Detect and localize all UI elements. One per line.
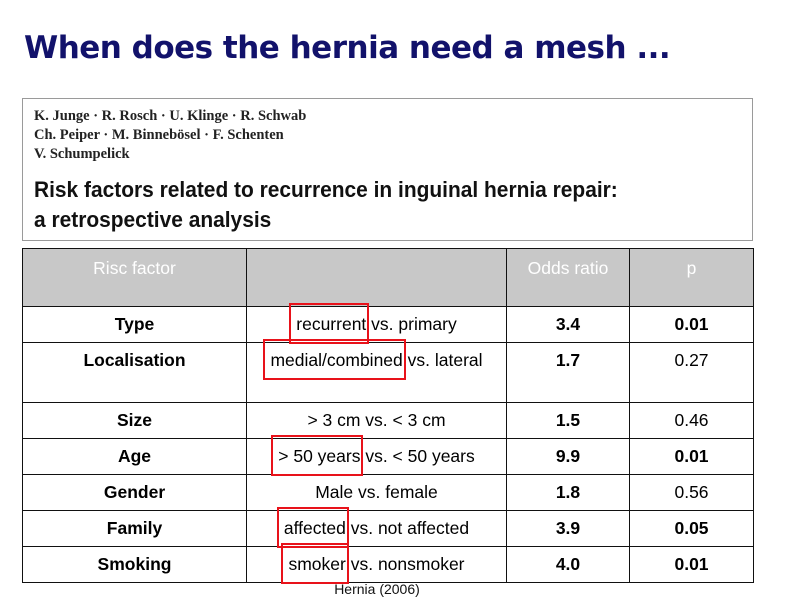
red-highlight-box: [289, 303, 369, 344]
risk-factor-table: [22, 248, 754, 583]
header-comparison: [247, 249, 507, 307]
red-highlight-box: [271, 435, 363, 476]
red-highlight-box: [277, 507, 349, 548]
table-row: [23, 475, 754, 511]
highlighted-term: recurrent: [296, 314, 366, 335]
odds-ratio-cell: 1.7: [507, 343, 630, 403]
p-value-cell: 0.01: [630, 547, 754, 583]
table-row: [23, 439, 754, 475]
slide-title: When does the hernia need a mesh ...: [24, 30, 671, 66]
author-line: V. Schumpelick: [34, 146, 130, 162]
header-odds-ratio: Odds ratio: [507, 249, 630, 307]
odds-ratio-cell: 9.9: [507, 439, 630, 475]
p-value-cell: 0.27: [630, 343, 754, 403]
risk-factor-cell: Gender: [23, 475, 247, 511]
comparison-cell: recurrent vs. primary: [247, 307, 507, 343]
risk-factor-cell: Smoking: [23, 547, 247, 583]
highlighted-term: medial/combined: [270, 350, 402, 371]
risk-factor-cell: Localisation: [23, 343, 247, 403]
source-caption: Hernia (2006): [334, 581, 420, 597]
odds-ratio-cell: 1.5: [507, 403, 630, 439]
table-header-row: [23, 249, 754, 307]
paper-title-line: Risk factors related to recurrence in inguinal hernia repair:: [34, 177, 618, 202]
comparison-cell: smoker vs. nonsmoker: [247, 547, 507, 583]
paper-title-line: a retrospective analysis: [34, 207, 272, 232]
comparison-cell: > 3 cm vs. < 3 cm: [247, 403, 507, 439]
risk-factor-cell: Type: [23, 307, 247, 343]
comparison-cell: > 50 years vs. < 50 years: [247, 439, 507, 475]
odds-ratio-cell: 4.0: [507, 547, 630, 583]
p-value-cell: 0.56: [630, 475, 754, 511]
odds-ratio-cell: 1.8: [507, 475, 630, 511]
odds-ratio-cell: 3.9: [507, 511, 630, 547]
author-line: K. Junge · R. Rosch · U. Klinge · R. Schwab: [34, 108, 307, 124]
table-row: [23, 547, 754, 583]
comparison-cell: medial/combined vs. lateral: [247, 343, 507, 403]
paper-title: [34, 175, 618, 235]
table-row: [23, 343, 754, 403]
odds-ratio-cell: 3.4: [507, 307, 630, 343]
p-value-cell: 0.05: [630, 511, 754, 547]
red-highlight-box: [281, 543, 348, 584]
risk-factor-cell: Age: [23, 439, 247, 475]
p-value-cell: 0.01: [630, 307, 754, 343]
header-p-value: p: [630, 249, 754, 307]
header-risk-factor: Risc factor: [23, 249, 247, 307]
red-highlight-box: [263, 339, 405, 380]
table-row: [23, 307, 754, 343]
risk-factor-cell: Family: [23, 511, 247, 547]
risk-factor-cell: Size: [23, 403, 247, 439]
author-line: Ch. Peiper · M. Binnebösel · F. Schenten: [34, 127, 284, 143]
table-row: [23, 511, 754, 547]
table-row: [23, 403, 754, 439]
highlighted-term: affected: [284, 518, 346, 539]
p-value-cell: 0.01: [630, 439, 754, 475]
highlighted-term: > 50 years: [278, 446, 360, 467]
comparison-cell: affected vs. not affected: [247, 511, 507, 547]
comparison-cell: Male vs. female: [247, 475, 507, 511]
p-value-cell: 0.46: [630, 403, 754, 439]
citation-box: [22, 98, 753, 241]
highlighted-term: smoker: [288, 554, 345, 575]
author-list: [34, 107, 306, 164]
